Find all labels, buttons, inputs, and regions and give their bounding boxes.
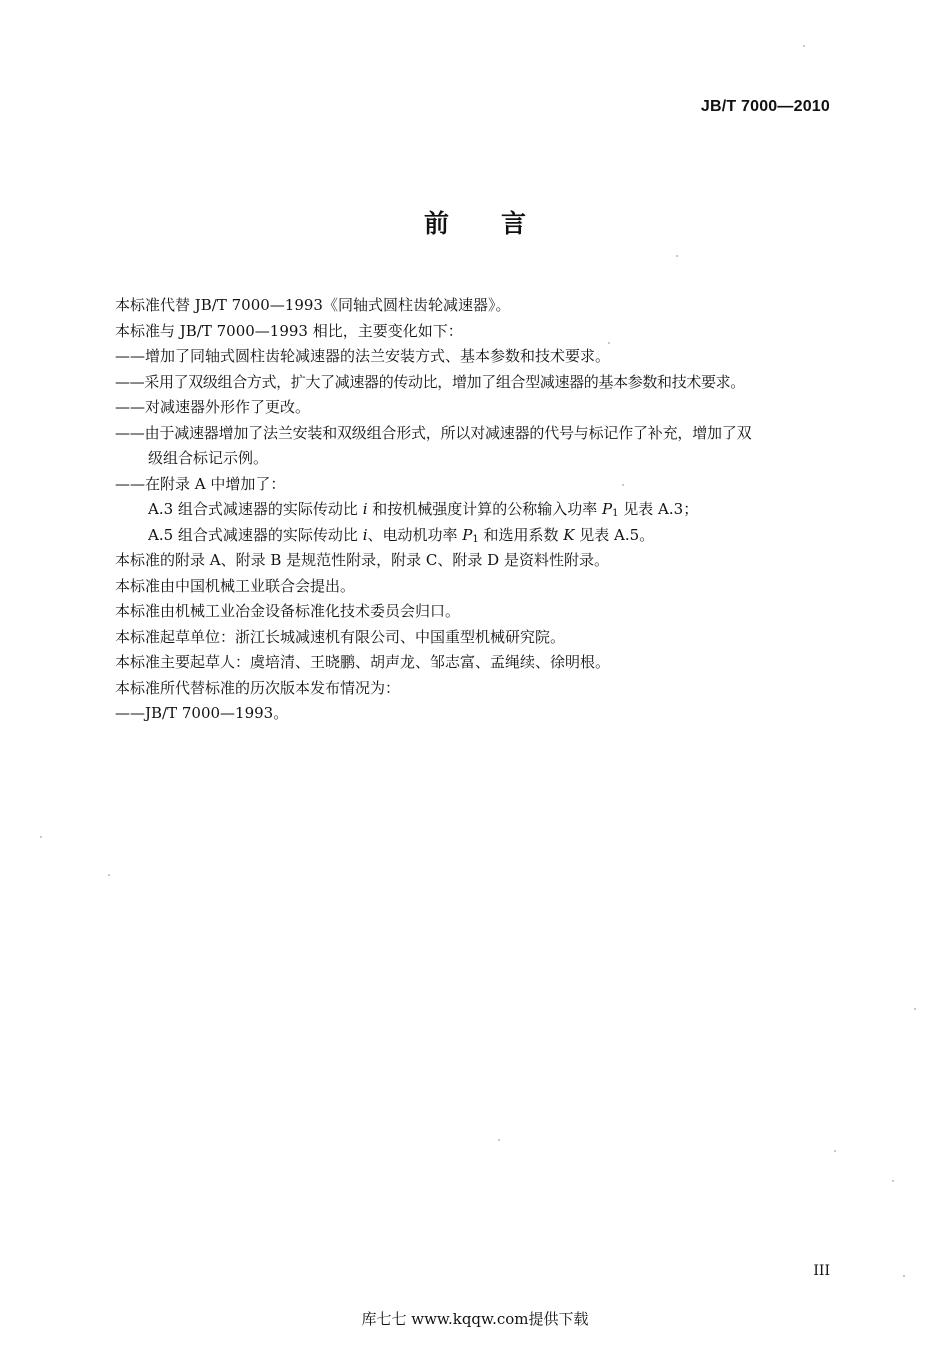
change-item: ——增加了同轴式圆柱齿轮减速器的法兰安装方式、基本参数和技术要求。 (115, 347, 611, 365)
a5-text: 和选用系数 (478, 525, 564, 544)
symbol-p: P (462, 525, 473, 544)
a3-text: 和按机械强度计算的公称输入功率 (367, 500, 603, 518)
text-line: 本标准代替 JB/T 7000—1993《同轴式圆柱齿轮减速器》。 (115, 296, 511, 314)
scan-speck (498, 1139, 500, 1141)
foreword-body (115, 293, 840, 727)
scan-speck (903, 1275, 905, 1277)
scan-speck (40, 836, 42, 838)
symbol-i: i (362, 500, 368, 518)
page-title: 前言 (423, 209, 578, 238)
symbol-subscript: 1 (612, 508, 619, 519)
a5-text: A.5 组合式减速器的实际传动比 (148, 525, 363, 544)
standard-number: JB/T 7000—2010 (700, 98, 830, 115)
scan-speck (803, 45, 805, 47)
appendix-item-a3 (115, 497, 840, 523)
scan-speck (108, 874, 110, 876)
scan-speck (622, 484, 624, 486)
a5-text: 、电动机功率 (367, 525, 463, 544)
change-item-continuation: 级组合标记示例。 (148, 449, 269, 467)
scan-speck (914, 1008, 916, 1010)
text-line: 本标准起草单位：浙江长城减速机有限公司、中国重型机械研究院。 (115, 627, 566, 646)
symbol-p: P (602, 500, 613, 518)
text-line: ——JB/T 7000—1993。 (115, 704, 289, 722)
a3-text: 见表 A.3； (618, 500, 699, 518)
scan-speck (608, 342, 610, 344)
change-item: ——由于减速器增加了法兰安装和双级组合形式，所以对减速器的代号与标记作了补充，增加了双 (115, 423, 752, 442)
appendix-item-a5 (115, 523, 840, 549)
download-footer: 库七七 www.kqqw.com提供下载 (361, 1310, 589, 1328)
symbol-k: K (563, 525, 575, 544)
a5-text: 见表 A.5。 (574, 525, 655, 544)
scan-speck (892, 1180, 894, 1182)
text-line: 本标准的附录 A、附录 B 是规范性附录，附录 C、附录 D 是资料性附录。 (115, 551, 609, 569)
text-line: 本标准所代替标准的历次版本发布情况为： (115, 678, 401, 697)
symbol-subscript: 1 (472, 533, 479, 545)
text-line: 本标准主要起草人：虞培清、王晓鹏、胡声龙、邹志富、孟绳续、徐明根。 (115, 653, 611, 671)
page-number: III (813, 1263, 830, 1279)
change-item: ——采用了双级组合方式，扩大了减速器的传动比，增加了组合型减速器的基本参数和技术要求。 (115, 372, 745, 391)
text-line: 本标准与 JB/T 7000—1993 相比，主要变化如下： (115, 321, 463, 340)
text-line: 本标准由机械工业冶金设备标准化技术委员会归口。 (115, 602, 461, 620)
text-line: 本标准由中国机械工业联合会提出。 (115, 576, 356, 595)
change-item: ——对减速器外形作了更改。 (115, 398, 311, 416)
scan-speck (676, 255, 678, 257)
a3-text: A.3 组合式减速器的实际传动比 (148, 500, 363, 518)
change-item: ——在附录 A 中增加了： (115, 474, 286, 493)
scan-speck (834, 1150, 836, 1152)
symbol-i: i (362, 525, 368, 544)
